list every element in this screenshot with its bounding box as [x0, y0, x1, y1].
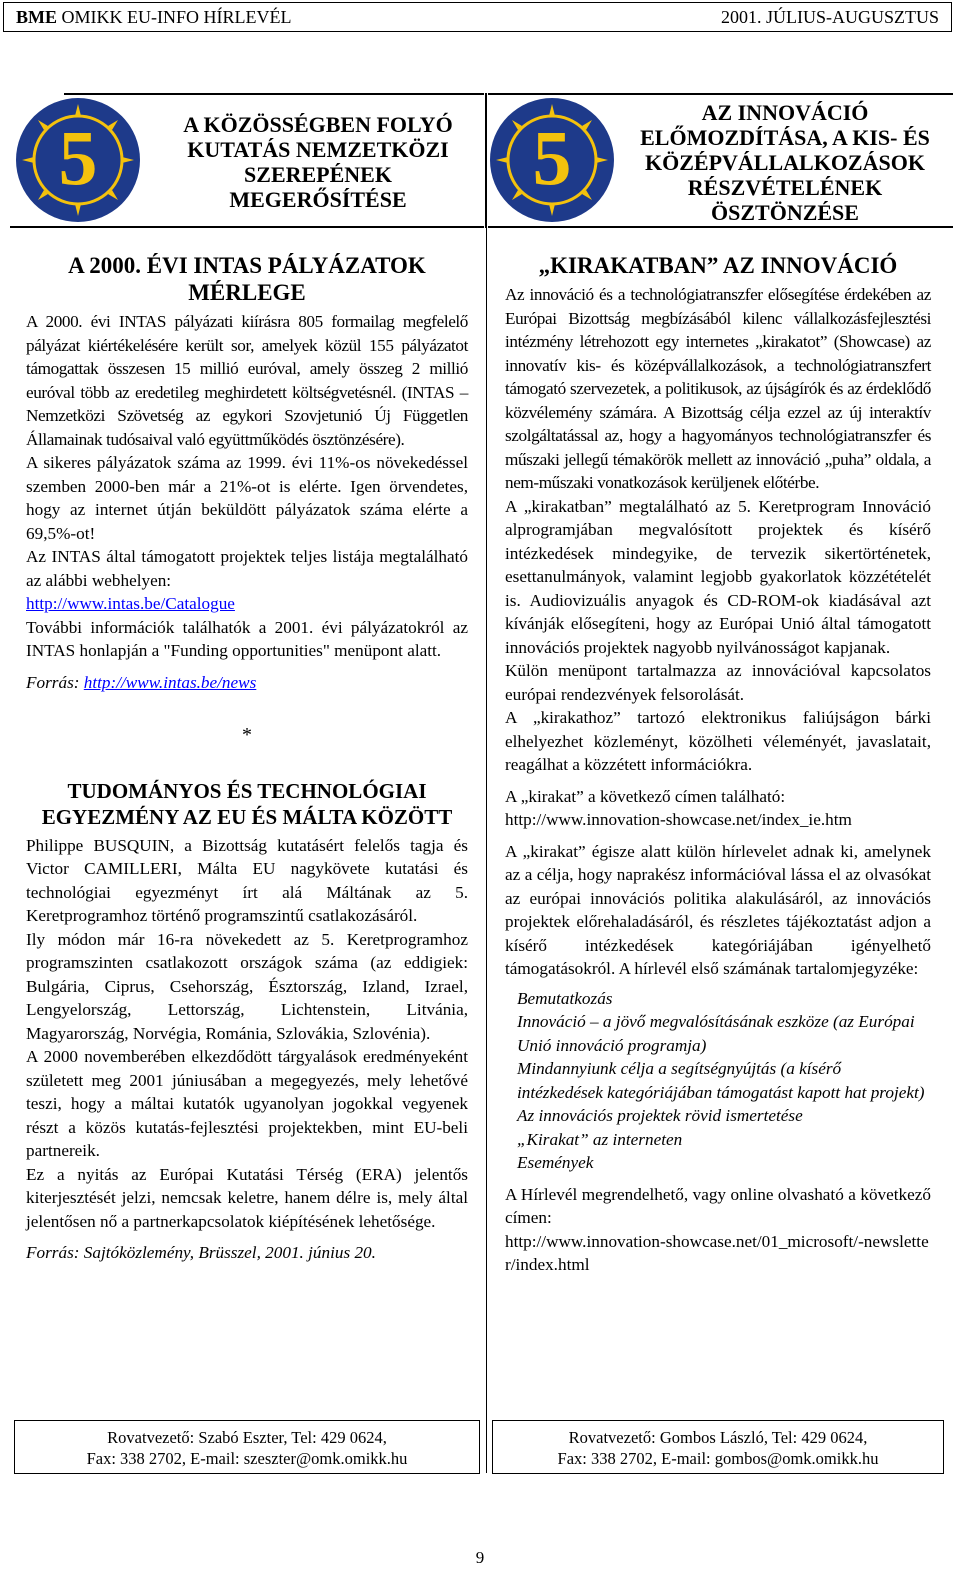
article-separator: *	[242, 724, 252, 746]
header-left: BME OMIKK EU-INFO HÍRLEVÉL	[16, 6, 292, 27]
left-column	[26, 252, 468, 1265]
left-title-rule	[10, 226, 484, 228]
toc-item: „Kirakat” az interneten	[517, 1129, 683, 1149]
toc-item: Mindannyiunk célja a segítségnyújtás (a kísérő intézkedések kategóriájában támogatást kapott hat projekt)	[517, 1059, 925, 1102]
logo-right	[488, 96, 616, 224]
right-title-rule	[488, 226, 953, 228]
logo-left	[14, 96, 142, 224]
intas-paragraph-3: Az INTAS által támogatott projektek teljes listája megtalálható az alábbi webhelyen:	[26, 547, 468, 590]
header-right: 2001. JÚLIUS-AUGUSZTUS	[720, 6, 939, 27]
toc-item: Innováció – a jövő megvalósításának eszköze (az Európai Unió innováció programja)	[517, 1012, 915, 1055]
left-footer: Rovatvezető: Szabó Eszter, Tel: 429 0624, Fax: 338 2702, E-mail: szeszter@omk.omikk.hu	[14, 1420, 480, 1474]
toc-item: Bemutatkozás	[517, 988, 613, 1008]
toc-item: Az innovációs projektek rövid ismertetése	[517, 1106, 803, 1125]
malta-source: Forrás: Sajtóközlemény, Brüsszel, 2001. június 20.	[26, 1243, 376, 1262]
article-title-intas: A 2000. ÉVI INTAS PÁLYÁZATOK MÉRLEGE	[68, 253, 426, 305]
newsletter-header	[3, 2, 952, 32]
right-section-title: AZ INNOVÁCIÓ ELŐMOZDÍTÁSA, A KIS- ÉS KÖZÉPVÁLLALKOZÁSOK RÉSZVÉTELÉNEK ÖSZTÖNZÉSE	[640, 100, 930, 225]
intas-catalogue-link[interactable]: http://www.intas.be/Catalogue	[26, 594, 235, 613]
malta-paragraph-2: Ily módon már 16-ra növekedett az 5. Keretprogramhoz programszinten csatlakozott országok száma (az eddigiek: Bulgária, Ciprus, Csehország, Észtország, Izland, Izrael, Lengyelország, Lettország, Lichtenstein, Litvánia, Magyarország, Norvégia, Románia, Szlovákia, Szlovénia).	[26, 929, 468, 1043]
left-section-title: A KÖZÖSSÉGBEN FOLYÓ KUTATÁS NEMZETKÖZI SZEREPÉNEK MEGERŐSÍTÉSE	[183, 112, 453, 212]
showcase-paragraph-5: A „kirakat” a következő címen található:	[505, 786, 786, 806]
left-top-rule	[64, 93, 484, 95]
intas-paragraph-2: A sikeres pályázatok száma az 1999. évi 11%-os növekedéssel szemben 2000-ben már a 21%-ot is elérte. Igen örvendetes, hogy az internet útján beküldött pályázatok száma elérte a 69,5%-ot!	[26, 453, 468, 543]
showcase-url-1: http://www.innovation-showcase.net/index_ie.htm	[505, 810, 852, 829]
toc-item: Események	[517, 1153, 594, 1172]
malta-paragraph-1: Philippe BUSQUIN, a Bizottság kutatásért felelős tagja és Victor CAMILLERI, Málta EU nagykövete kutatási és technológiai egyezményt írt alá Máltának az 5. Keretprogramhoz történő programszintű csatlakozásáról.	[26, 835, 468, 925]
showcase-paragraph-7: A Hírlevél megrendelhető, vagy online olvasható a következő címen:	[505, 1184, 931, 1227]
showcase-paragraph-2: A „kirakatban” megtalálható az 5. Keretprogram Innováció alprogramjában megvalósított projektek és kísérő intézkedések mindegyike, de tervezik sikertörténetek, esettanulmányok, valamint legjobb gyakorlatok közzétételét is. Audiovizuális anyagok és CD-ROM-ok kiadásával azt kívánják elősegíteni, hogy az Európai Unió által támogatott innovációs projektek nagyobb nyilvánosságot kapjanak.	[505, 496, 931, 657]
right-footer: Rovatvezető: Gombos László, Tel: 429 0624, Fax: 338 2702, E-mail: gombos@omk.omikk.hu	[492, 1420, 944, 1474]
column-divider-top	[485, 93, 487, 228]
showcase-paragraph-4: A „kirakathoz” tartozó elektronikus faliújságon bárki elhelyezhet közleményt, közölheti véleményét, javaslatait, reagálhat a közzétett információkra.	[505, 708, 931, 774]
showcase-paragraph-3: Külön menüpont tartalmazza az innovációval kapcsolatos európai rendezvények felsorolását.	[505, 661, 931, 704]
article-title-showcase: „KIRAKATBAN” AZ INNOVÁCIÓ	[538, 253, 898, 278]
malta-paragraph-4: Ez a nyitás az Európai Kutatási Térség (ERA) jelentős kiterjesztését jelzi, nemcsak keletre, hanem délre is, mely által jelentősen nő a partnerkapcsolatok kiépítésének lehetősége.	[26, 1164, 468, 1231]
intas-source: Forrás: http://www.intas.be/news	[26, 672, 257, 692]
intas-paragraph-1: A 2000. évi INTAS pályázati kiírásra 805 formailag megfelelő pályázat kiértékelésére került sor, amelyek közül 155 pályázatot támogattak összesen 15 millió euróval, amely összeg 2 millió euróval több az eredetileg meghirdetett költségvetésnél. (INTAS – Nemzetközi Szövetség az egykori Szovjetunió Új Független Államainak tudósaival való együttműködés ösztönzésére).	[26, 312, 468, 449]
svg-text:5: 5	[58, 114, 98, 201]
intas-paragraph-4: További információk találhatók a 2001. évi pályázatokról az INTAS honlapján a "Funding opportunities" menüpont alatt.	[26, 617, 468, 660]
article-title-malta: TUDOMÁNYOS ÉS TECHNOLÓGIAI EGYEZMÉNY AZ EU ÉS MÁLTA KÖZÖTT	[41, 778, 453, 829]
newsletter-toc	[517, 987, 931, 1175]
right-column	[505, 252, 931, 1277]
showcase-paragraph-6: A „kirakat” égisze alatt külön hírlevelet adnak ki, amelynek az a célja, hogy naprakész információval lássa el az olvasókat az európai innovációs politika alakulásáról, az innovációs projektek előrehaladásáról, és részletes tájékoztatást adjon a kísérő intézkedések kategóriájában igényelhető támogatásokról. A hírlevél első számának tartalomjegyzéke:	[505, 841, 931, 978]
right-top-rule	[488, 93, 953, 95]
svg-text:5: 5	[532, 114, 572, 201]
showcase-paragraph-1: Az innováció és a technológiatranszfer elősegítése érdekében az Európai Bizottság megbízásából kilenc vállalkozásfejlesztési intézmény létrehozott egy internetes „kirakatot” (Showcase) az innovatív kis- és középvállalkozások, a technológiatranszfert támogató szervezetek, a politikusok, az újságírók és az érdeklődő közvélemény számára. A Bizottság célja ezzel az új interaktív szolgáltatással az, hogy a hagyományos technológiatranszfer és műszaki jellegű témakörök mellett az innováció „puha” oldala, a nem-műszaki vonatkozások kerüljenek előtérbe.	[505, 285, 931, 492]
showcase-url-2: http://www.innovation-showcase.net/01_microsoft/-newsletter/index.html	[505, 1231, 929, 1274]
intas-news-link[interactable]: http://www.intas.be/news	[83, 672, 257, 692]
malta-paragraph-3: A 2000 novemberében elkezdődött tárgyalások eredményeként született meg 2001 júniusában a megegyezés, mely lehetővé teszi, hogy a máltai kutatók ugyanolyan jogokkal vegyenek részt a közös kutatás-fejlesztési projektekben, mint EU-beli partnereik.	[26, 1047, 468, 1160]
page-number: 9	[475, 1548, 485, 1567]
column-divider	[486, 228, 487, 1473]
